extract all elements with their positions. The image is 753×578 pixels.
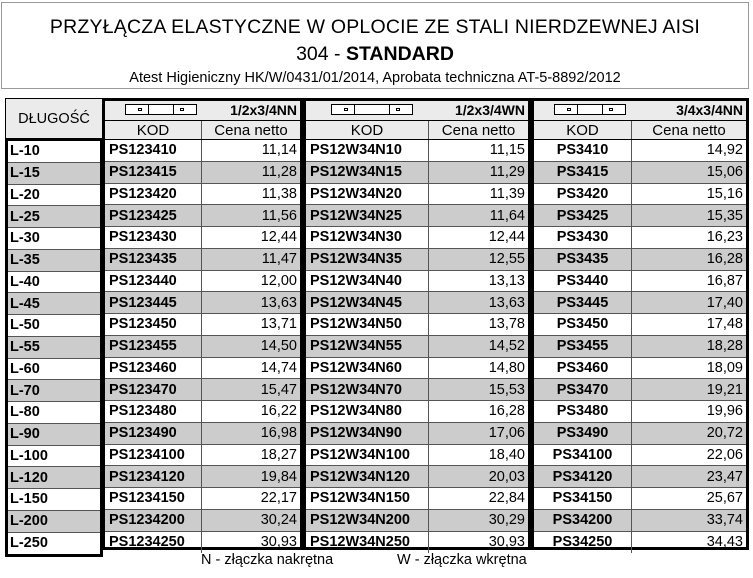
group-size-label: 1/2x3/4NN — [230, 102, 297, 118]
length-cell: L-80 — [8, 402, 100, 424]
product-code: PS1234250 — [105, 532, 202, 554]
group-column-headers — [534, 121, 746, 140]
net-price: 13,78 — [488, 316, 525, 333]
group-size-header — [534, 101, 746, 121]
product-code: PS12W34N90 — [306, 423, 429, 444]
table-row — [306, 336, 528, 358]
group-size-label: 3/4x3/4NN — [676, 102, 743, 118]
net-price: 16,23 — [706, 229, 743, 246]
product-code: PS123445 — [105, 292, 202, 313]
net-price: 14,74 — [260, 359, 297, 376]
product-code: PS12W34N100 — [306, 445, 429, 466]
table-row — [105, 162, 300, 184]
product-code: PS123470 — [105, 379, 202, 400]
net-price: 23,47 — [706, 468, 743, 485]
net-price: 16,98 — [260, 425, 297, 442]
product-code: PS3440 — [534, 271, 632, 292]
product-code: PS1234120 — [105, 466, 202, 487]
legend-n: N - złączka nakrętna — [201, 552, 334, 568]
net-price: 22,84 — [488, 490, 525, 507]
net-price: 17,48 — [706, 316, 743, 333]
net-price: 19,21 — [706, 381, 743, 398]
net-price: 11,39 — [489, 185, 525, 202]
net-price: 11,38 — [261, 185, 297, 202]
net-price: 12,55 — [488, 251, 525, 268]
product-code: PS3415 — [534, 162, 632, 183]
table-row — [306, 314, 528, 336]
net-price: 30,29 — [488, 512, 525, 529]
table-row — [306, 423, 528, 445]
net-price: 34,43 — [706, 534, 743, 551]
product-code: PS123455 — [105, 336, 202, 357]
table-row — [105, 466, 300, 488]
group-size-header — [105, 101, 300, 121]
length-cell: L-90 — [8, 424, 100, 446]
net-price: 18,28 — [706, 338, 743, 355]
net-price: 30,24 — [260, 512, 297, 529]
title-line-2: 304 - STANDARD — [296, 43, 454, 65]
net-price: 16,22 — [260, 403, 297, 420]
product-code: PS34200 — [534, 510, 632, 531]
price-group-2 — [303, 98, 531, 550]
net-price: 12,44 — [260, 229, 297, 246]
product-code: PS3420 — [534, 184, 632, 205]
product-code: PS123415 — [105, 162, 202, 183]
net-price: 11,29 — [489, 164, 525, 181]
product-code: PS3435 — [534, 249, 632, 270]
length-cell: L-40 — [8, 272, 100, 294]
net-price: 14,92 — [706, 142, 743, 159]
length-column — [5, 139, 103, 557]
product-code: PS12W34N250 — [306, 532, 429, 554]
group-column-headers — [306, 121, 528, 140]
net-price: 14,50 — [260, 338, 297, 355]
product-code: PS1234150 — [105, 488, 202, 509]
table-row — [306, 488, 528, 510]
length-cell: L-15 — [8, 163, 100, 185]
group-size-header — [306, 101, 528, 121]
table-row — [306, 205, 528, 227]
product-code: PS3450 — [534, 314, 632, 335]
net-price: 16,87 — [706, 272, 743, 289]
table-row — [306, 184, 528, 206]
table-row — [306, 401, 528, 423]
net-price: 17,06 — [488, 425, 525, 442]
product-code: PS12W34N50 — [306, 314, 429, 335]
length-cell: L-55 — [8, 337, 100, 359]
net-price: 13,63 — [488, 294, 525, 311]
product-code: PS12W34N80 — [306, 401, 429, 422]
product-code: PS34100 — [534, 445, 632, 466]
table-row — [105, 401, 300, 423]
net-price: 12,00 — [260, 272, 297, 289]
product-code: PS123420 — [105, 184, 202, 205]
table-row — [105, 336, 300, 358]
kod-header: KOD — [306, 121, 429, 139]
product-code: PS123435 — [105, 249, 202, 270]
table-row — [534, 271, 746, 293]
hose-icon — [554, 104, 626, 115]
length-cell: L-120 — [8, 467, 100, 489]
product-code: PS12W34N120 — [306, 466, 429, 487]
length-cell: L-150 — [8, 489, 100, 511]
table-row — [534, 314, 746, 336]
length-cell: L-70 — [8, 380, 100, 402]
table-row — [534, 184, 746, 206]
net-price: 18,27 — [260, 446, 297, 463]
table-row — [534, 227, 746, 249]
table-row — [105, 423, 300, 445]
table-row — [105, 292, 300, 314]
product-code: PS12W34N70 — [306, 379, 429, 400]
table-row — [534, 510, 746, 532]
net-price: 15,16 — [706, 185, 743, 202]
product-code: PS12W34N35 — [306, 249, 429, 270]
product-code: PS3460 — [534, 358, 632, 379]
product-code: PS12W34N10 — [306, 140, 429, 161]
table-row — [534, 423, 746, 445]
net-price: 14,80 — [488, 359, 525, 376]
table-row — [306, 292, 528, 314]
product-code: PS12W34N45 — [306, 292, 429, 313]
product-code: PS34120 — [534, 466, 632, 487]
group-column-headers — [105, 121, 300, 140]
product-code: PS34150 — [534, 488, 632, 509]
net-price: 22,06 — [706, 446, 743, 463]
product-code: PS3410 — [534, 140, 632, 161]
net-price: 30,93 — [260, 534, 297, 551]
legend-w: W - złączka wkrętna — [397, 552, 527, 568]
table-row — [105, 227, 300, 249]
net-price: 19,96 — [706, 403, 743, 420]
net-price: 16,28 — [706, 251, 743, 268]
table-row — [105, 249, 300, 271]
net-price: 13,63 — [260, 294, 297, 311]
table-row — [534, 292, 746, 314]
table-row — [306, 358, 528, 380]
table-row — [534, 445, 746, 467]
product-code: PS123460 — [105, 358, 202, 379]
length-cell: L-200 — [8, 511, 100, 533]
title-line-1: PRZYŁĄCZA ELASTYCZNE W OPLOCIE ZE STALI NIERDZEWNEJ AISI — [49, 16, 701, 38]
price-header: Cena netto — [441, 121, 516, 139]
product-code: PS12W34N25 — [306, 205, 429, 226]
net-price: 19,84 — [260, 468, 297, 485]
length-cell: L-45 — [8, 293, 100, 315]
net-price: 13,71 — [260, 316, 297, 333]
length-cell: L-35 — [8, 250, 100, 272]
table-row — [534, 162, 746, 184]
product-code: PS3430 — [534, 227, 632, 248]
product-code: PS123425 — [105, 205, 202, 226]
table-row — [105, 445, 300, 467]
product-code: PS123430 — [105, 227, 202, 248]
length-cell: L-50 — [8, 315, 100, 337]
price-header: Cena netto — [214, 121, 288, 139]
product-code: PS12W34N60 — [306, 358, 429, 379]
net-price: 11,28 — [261, 164, 297, 181]
length-cell: L-20 — [8, 185, 100, 207]
net-price: 12,44 — [488, 229, 525, 246]
product-code: PS3490 — [534, 423, 632, 444]
table-row — [306, 510, 528, 532]
length-cell: L-250 — [10, 535, 48, 552]
product-code: PS1234100 — [105, 445, 202, 466]
hose-icon — [125, 104, 197, 115]
product-code: PS12W34N55 — [306, 336, 429, 357]
net-price: 20,72 — [706, 425, 743, 442]
length-cell: L-25 — [8, 206, 100, 228]
table-row — [105, 532, 300, 554]
table-row — [306, 249, 528, 271]
table-row — [534, 466, 746, 488]
product-code: PS12W34N200 — [306, 510, 429, 531]
product-code: PS3480 — [534, 401, 632, 422]
table-row — [105, 184, 300, 206]
length-header: DŁUGOŚĆ — [5, 98, 103, 139]
net-price: 16,28 — [488, 403, 525, 420]
net-price: 15,53 — [488, 381, 525, 398]
product-code: PS34250 — [534, 532, 632, 554]
table-row — [306, 532, 528, 554]
table-row — [105, 488, 300, 510]
length-cell: L-30 — [8, 228, 100, 250]
net-price: 30,93 — [488, 534, 525, 551]
table-row — [306, 445, 528, 467]
product-code: PS123490 — [105, 423, 202, 444]
table-row — [306, 227, 528, 249]
product-code: PS1234200 — [105, 510, 202, 531]
net-price: 15,47 — [260, 381, 297, 398]
group-size-label: 1/2x3/4WN — [454, 102, 525, 118]
table-row — [534, 532, 746, 554]
table-row — [306, 271, 528, 293]
net-price: 15,06 — [706, 164, 743, 181]
product-code: PS3455 — [534, 336, 632, 357]
product-code: PS3425 — [534, 205, 632, 226]
table-row — [105, 379, 300, 401]
hose-icon — [331, 104, 413, 115]
table-row — [105, 271, 300, 293]
length-cell: L-60 — [8, 359, 100, 381]
length-cell: L-100 — [8, 446, 100, 468]
product-code: PS12W34N15 — [306, 162, 429, 183]
price-header: Cena netto — [652, 121, 726, 139]
table-row — [534, 205, 746, 227]
table-row — [105, 510, 300, 532]
product-code: PS123410 — [105, 140, 202, 161]
certificate-line: Atest Higieniczny HK/W/0431/01/2014, Aprobata techniczna AT-5-8892/2012 — [129, 70, 621, 86]
table-row — [105, 205, 300, 227]
table-row — [105, 314, 300, 336]
product-code: PS12W34N150 — [306, 488, 429, 509]
table-row — [306, 162, 528, 184]
product-code: PS123480 — [105, 401, 202, 422]
table-row — [534, 379, 746, 401]
table-row — [306, 466, 528, 488]
net-price: 11,47 — [261, 251, 297, 268]
table-row — [534, 401, 746, 423]
product-code: PS3470 — [534, 379, 632, 400]
length-cell: L-10 — [8, 141, 100, 163]
table-row — [105, 358, 300, 380]
table-row — [306, 140, 528, 162]
product-code: PS12W34N40 — [306, 271, 429, 292]
net-price: 14,52 — [488, 338, 525, 355]
net-price: 11,56 — [261, 207, 297, 224]
table-row — [534, 140, 746, 162]
net-price: 11,15 — [489, 142, 525, 159]
kod-header: KOD — [105, 121, 202, 139]
price-group-1 — [102, 98, 303, 550]
net-price: 18,09 — [706, 359, 743, 376]
document-header — [1, 2, 749, 89]
product-code: PS123440 — [105, 271, 202, 292]
kod-header: KOD — [534, 121, 632, 139]
net-price: 17,40 — [706, 294, 743, 311]
product-code: PS123450 — [105, 314, 202, 335]
net-price: 33,74 — [706, 512, 743, 529]
net-price: 25,67 — [706, 490, 743, 507]
table-row — [534, 488, 746, 510]
net-price: 18,40 — [488, 446, 525, 463]
product-code: PS3445 — [534, 292, 632, 313]
table-row — [534, 358, 746, 380]
price-group-3 — [531, 98, 749, 550]
net-price: 13,13 — [488, 272, 525, 289]
net-price: 15,35 — [706, 207, 743, 224]
table-row — [534, 336, 746, 358]
net-price: 22,17 — [260, 490, 297, 507]
title-standard: STANDARD — [345, 43, 454, 65]
net-price: 20,03 — [488, 468, 525, 485]
table-row — [306, 379, 528, 401]
net-price: 11,64 — [489, 207, 525, 224]
product-code: PS12W34N30 — [306, 227, 429, 248]
table-row — [105, 140, 300, 162]
product-code: PS12W34N20 — [306, 184, 429, 205]
net-price: 11,14 — [261, 142, 297, 159]
table-row — [534, 249, 746, 271]
